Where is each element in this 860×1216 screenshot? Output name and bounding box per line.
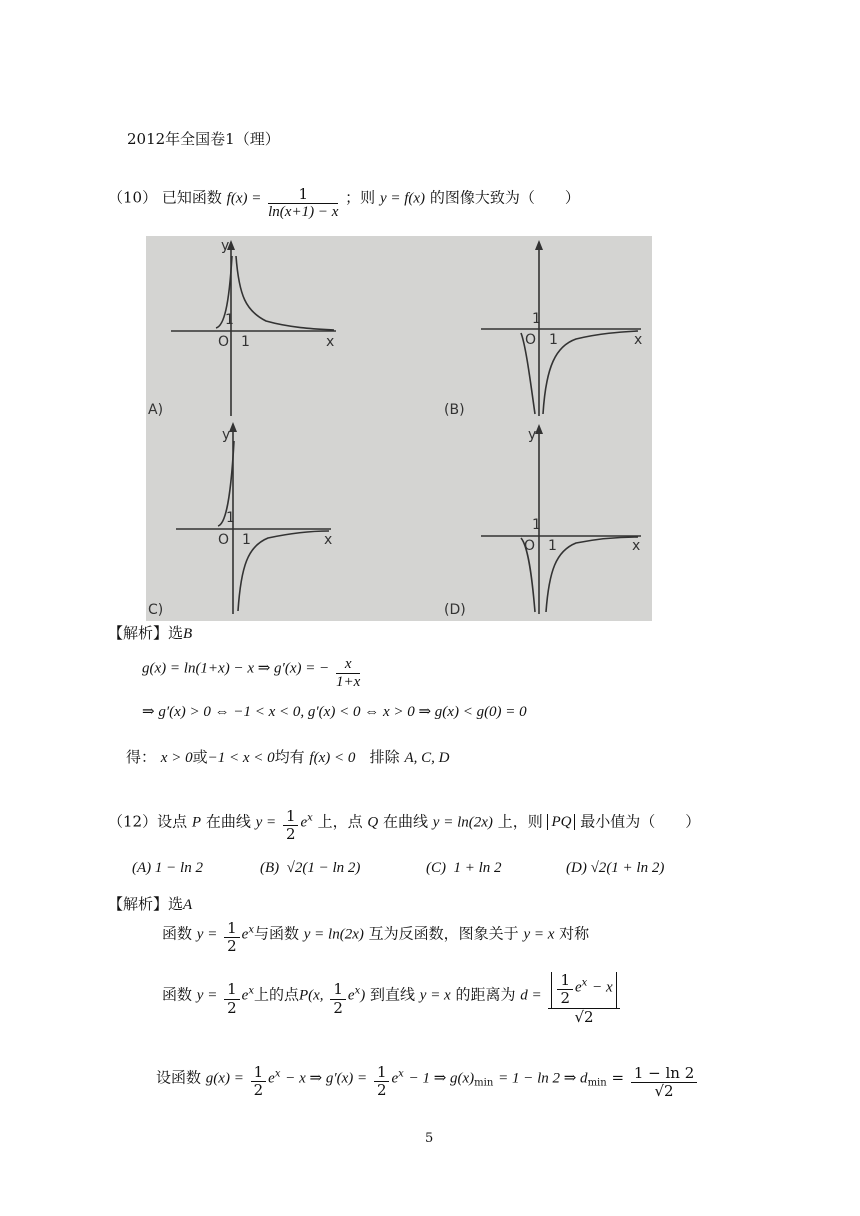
l3-e-sup: x xyxy=(274,1068,281,1080)
l3-half2-den: 2 xyxy=(376,1081,387,1100)
l1-y-eq: y = xyxy=(196,926,218,943)
d-half-den: 2 xyxy=(560,989,570,1008)
line3-d: −1 < x < 0 xyxy=(207,750,275,766)
line1-fraction xyxy=(336,656,360,692)
l3-d: − 1 ⇒ g(x) xyxy=(408,1070,475,1087)
answer: B xyxy=(183,626,193,642)
option-c-key: (C) xyxy=(426,860,446,876)
panel-c-label: C) xyxy=(148,602,164,618)
l2-f: y = x xyxy=(419,987,451,1004)
l2-half xyxy=(224,981,240,1017)
panel-c-one-x: 1 xyxy=(242,532,251,548)
stem-mid: ；则 xyxy=(345,188,376,207)
q10-line-2 xyxy=(142,702,527,721)
f-numerator: 1 xyxy=(268,186,338,204)
distance-fraction xyxy=(548,972,619,1026)
d-minus-x: − x xyxy=(592,979,613,996)
option-d-sqrt: √2 xyxy=(590,860,607,876)
d-e: e xyxy=(575,979,582,996)
point-q: Q xyxy=(367,814,379,831)
stem-suffix: 的图像大致为（ ） xyxy=(429,188,580,207)
half-fraction xyxy=(283,808,299,844)
q10-line-1 xyxy=(142,656,362,692)
page-number: 5 xyxy=(425,1131,434,1146)
line3-g: 排除 xyxy=(369,748,400,766)
panel-c-y: y xyxy=(222,427,231,443)
l2-a: 函数 xyxy=(162,985,193,1004)
q10-line-3 xyxy=(126,746,449,767)
q12-t1: 在曲线 xyxy=(205,812,251,831)
l1-c: y = ln(2x) xyxy=(303,926,364,943)
l3-e2-sup: x xyxy=(398,1068,404,1080)
l2-e2-sup: x xyxy=(354,985,361,997)
l3-f: = xyxy=(611,1068,625,1087)
l1-e-expr: y = x xyxy=(523,926,555,943)
l3-half-den: 2 xyxy=(253,1081,264,1100)
panel-b-one-x: 1 xyxy=(549,332,558,348)
panel-b-one-y: 1 xyxy=(532,311,541,327)
curve-2: y = ln(2x) xyxy=(432,814,493,831)
q12-number: （12）设点 xyxy=(108,812,188,831)
l1-e-sup: x xyxy=(248,924,254,936)
e-exponent: x xyxy=(307,812,313,824)
option-a-value: 1 − ln 2 xyxy=(154,860,203,876)
panel-c-x: x xyxy=(324,532,333,548)
l2-half-num: 1 xyxy=(224,981,240,999)
stem-expr: y = f(x) xyxy=(379,190,426,207)
d-half xyxy=(557,972,573,1008)
l2-b: 上的点 xyxy=(253,985,299,1004)
l1-e: e xyxy=(241,926,249,943)
panel-c-origin: O xyxy=(218,532,230,548)
q12-y-eq: y = xyxy=(255,814,277,831)
l2-half2-num: 1 xyxy=(330,981,346,999)
option-b xyxy=(260,860,360,877)
l2-half2-den: 2 xyxy=(333,998,343,1017)
analysis-label: 【解析】选 xyxy=(108,624,184,642)
l3-a: 设函数 xyxy=(156,1068,202,1087)
panel-b-origin: O xyxy=(525,332,537,348)
l1-half-num: 1 xyxy=(224,920,240,938)
l1-d: 互为反函数，图象关于 xyxy=(368,924,519,943)
d-e-sup: x xyxy=(581,977,588,989)
q12-t3: 在曲线 xyxy=(383,812,429,831)
panel-a-one-x: 1 xyxy=(241,334,250,350)
line3-e: 均有 xyxy=(274,748,305,766)
dmin-fraction xyxy=(631,1065,697,1101)
option-d xyxy=(566,860,664,877)
q12-t5: 最小值为（ ） xyxy=(580,812,701,831)
l2-h: d = xyxy=(520,987,542,1004)
panel-a-x: x xyxy=(326,334,335,350)
l2-d: ) xyxy=(360,987,366,1004)
l3-min-1: min xyxy=(474,1077,494,1089)
question-12-stem xyxy=(108,808,700,844)
l2-half-2 xyxy=(330,981,346,1017)
l2-c: P(x, xyxy=(298,987,324,1004)
option-b-key: (B) xyxy=(260,860,280,876)
l3-e2: e xyxy=(391,1070,399,1087)
half-den: 2 xyxy=(285,825,296,844)
l3-e: e xyxy=(268,1070,275,1087)
distance-numerator xyxy=(548,972,619,1009)
q12-analysis-label: 【解析】选 xyxy=(108,895,184,913)
q10-analysis-heading xyxy=(108,622,192,643)
line1-num: x xyxy=(336,656,360,674)
q12-answer: A xyxy=(183,897,193,913)
panel-a-one-y: 1 xyxy=(225,312,234,328)
l3-half-num: 1 xyxy=(251,1064,267,1082)
e-base: e xyxy=(300,814,308,831)
panel-a-y: y xyxy=(221,238,230,254)
l2-half-den: 2 xyxy=(227,998,237,1017)
option-d-rest: (1 + ln 2) xyxy=(606,860,665,876)
option-b-sqrt: √2 xyxy=(286,860,303,876)
answer-graphs-image xyxy=(146,236,652,621)
question-10-stem xyxy=(108,186,580,222)
panel-b-x: x xyxy=(634,332,643,348)
q12-line-2 xyxy=(162,972,622,1026)
l3-half xyxy=(251,1064,267,1100)
panel-d-y: y xyxy=(528,427,537,443)
line2-expr: ⇒ g′(x) > 0 ⇔ −1 < x < 0, g′(x) < 0 ⇔ x > 0 ⇒ g(x) < g(0) = 0 xyxy=(142,704,527,720)
f-lhs: f(x) = xyxy=(226,190,262,207)
l1-f: 对称 xyxy=(559,924,590,943)
option-b-rest: (1 − ln 2) xyxy=(302,860,361,876)
f-denominator: ln(x+1) − x xyxy=(268,204,339,221)
l1-b: 与函数 xyxy=(253,924,299,943)
l2-g: 的距离为 xyxy=(455,985,516,1004)
dmin-den: √2 xyxy=(654,1082,674,1101)
panel-d-label: (D) xyxy=(444,602,466,618)
f-fraction xyxy=(268,186,338,222)
panel-d-one-x: 1 xyxy=(548,538,557,554)
panel-c-one-y: 1 xyxy=(226,510,235,526)
question-number: （10） xyxy=(108,188,158,207)
q12-line-3 xyxy=(156,1064,699,1101)
line3-a: 得： xyxy=(126,748,157,766)
point-p: P xyxy=(191,814,202,831)
line3-f: f(x) < 0 xyxy=(309,750,356,766)
l1-a: 函数 xyxy=(162,924,193,943)
line3-b: x > 0 xyxy=(160,750,193,766)
q12-t4: 上，则 xyxy=(497,812,543,831)
option-d-key: (D) xyxy=(566,860,587,876)
line1-expr: g(x) = ln(1+x) − x ⇒ g′(x) = − xyxy=(142,660,330,677)
l2-e: e xyxy=(241,987,249,1004)
option-c-value: 1 + ln 2 xyxy=(453,860,502,876)
line3-c: 或 xyxy=(192,748,208,766)
option-a xyxy=(132,860,203,877)
l2-e-sup: x xyxy=(248,985,254,997)
distance-abs xyxy=(551,972,616,1008)
l3-min-2: min xyxy=(587,1077,607,1089)
l3-c: − x ⇒ g′(x) = xyxy=(285,1070,368,1087)
pq-abs: PQ xyxy=(547,814,575,830)
dmin-num: 1 − ln 2 xyxy=(631,1065,697,1083)
panel-a-origin: O xyxy=(218,334,230,350)
q12-t2: 上，点 xyxy=(317,812,363,831)
l2-e2: e xyxy=(347,987,355,1004)
half-num: 1 xyxy=(283,808,299,826)
l2-y-eq: y = xyxy=(196,987,218,1004)
l1-half-den: 2 xyxy=(227,937,237,956)
distance-denominator: √2 xyxy=(574,1007,594,1026)
l3-e: = 1 − ln 2 ⇒ d xyxy=(498,1070,588,1087)
d-half-num: 1 xyxy=(557,972,573,990)
stem-prefix: 已知函数 xyxy=(161,188,222,207)
q12-analysis-heading xyxy=(108,893,192,914)
l3-half-2 xyxy=(374,1064,390,1100)
q12-line-1 xyxy=(162,920,589,956)
panel-b-label: (B) xyxy=(444,402,465,418)
l3-half2-num: 1 xyxy=(374,1064,390,1082)
line3-h: A, C, D xyxy=(404,750,450,766)
option-c xyxy=(426,860,502,877)
page-title: 2012年全国卷1（理） xyxy=(127,130,280,148)
panel-d-one-y: 1 xyxy=(532,517,541,533)
panel-a-label: A) xyxy=(148,402,164,418)
option-a-key: (A) xyxy=(132,860,152,876)
l3-b: g(x) = xyxy=(205,1070,244,1087)
panel-d-x: x xyxy=(632,538,641,554)
line1-den: 1+x xyxy=(336,674,361,691)
l1-half xyxy=(224,920,240,956)
panel-d-origin: O xyxy=(524,538,536,554)
l2-e: 到直线 xyxy=(369,985,415,1004)
